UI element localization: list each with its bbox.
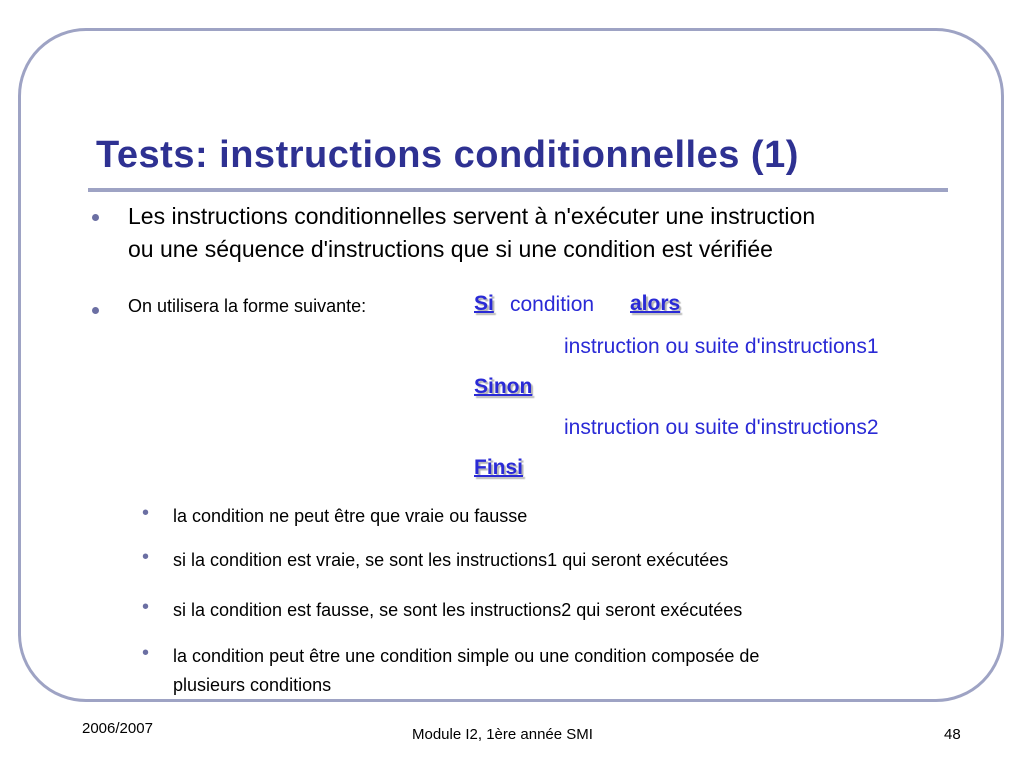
bullet-1-line-2: ou une séquence d'instructions que si une condition est vérifiée [128,236,773,262]
slide-title: Tests: instructions conditionnelles (1) [96,134,799,176]
bullet-dot-2 [92,307,99,314]
keyword-alors: alors [630,292,681,315]
sub-bullet-1-text: la condition ne peut être que vraie ou fausse [173,506,528,526]
title-underline-rule [88,188,948,192]
sub-bullet-3-text: si la condition est fausse, se sont les instructions2 qui seront exécutées [173,600,743,620]
footer-date: 2006/2007 [82,720,153,737]
footer-course: Module I2, 1ère année SMI [412,726,593,743]
sub-bullet-4-line-2: plusieurs conditions [173,675,332,695]
bullet-1-text [128,200,815,266]
sub-bullet-4-line-1: la condition peut être une condition simple ou une condition composée de [173,646,760,666]
condition-text: condition [510,293,595,316]
keyword-sinon: Sinon [474,375,533,398]
sub-bullet-dot-3: • [142,596,150,618]
bullet-2-label: On utilisera la forme suivante: [128,296,367,316]
sub-bullet-dot-1: • [142,502,150,524]
keyword-finsi: Finsi [474,456,524,479]
keyword-si: Si [474,292,494,315]
footer-page-number: 48 [944,726,961,743]
bullet-dot-1 [92,214,99,221]
sub-bullet-2-text: si la condition est vraie, se sont les instructions1 qui seront exécutées [173,550,729,570]
sub-bullet-dot-4: • [142,642,150,664]
instruction-1-text: instruction ou suite d'instructions1 [564,335,879,358]
sub-bullet-dot-2: • [142,546,150,568]
instruction-2-text: instruction ou suite d'instructions2 [564,416,879,439]
bullet-1-line-1: Les instructions conditionnelles servent à n'exécuter une instruction [128,203,816,229]
